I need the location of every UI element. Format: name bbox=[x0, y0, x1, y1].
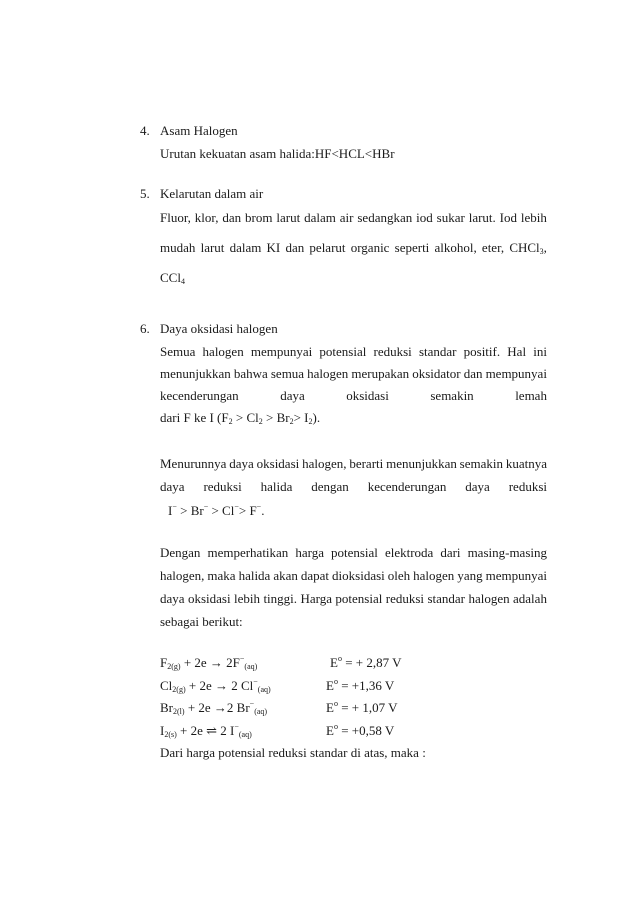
word: ini bbox=[533, 344, 547, 359]
word: lebih bbox=[234, 591, 261, 606]
s5-line-1 bbox=[160, 211, 547, 224]
word: dan bbox=[463, 366, 483, 381]
word: seperti bbox=[394, 240, 430, 255]
word: lemah bbox=[515, 388, 547, 403]
chcl3-formula: CHCl$_3$, bbox=[509, 240, 547, 256]
word: klor, bbox=[194, 210, 219, 225]
word: air bbox=[339, 210, 354, 225]
word: semakin bbox=[459, 456, 503, 471]
word: oksidasi bbox=[346, 388, 389, 403]
word: semakin bbox=[430, 388, 474, 403]
word: Fluor, bbox=[160, 210, 191, 225]
word: kuatnya bbox=[505, 456, 547, 471]
word: alkohol, bbox=[434, 240, 477, 255]
word: oksidasi bbox=[187, 591, 231, 606]
word: reduksi bbox=[508, 479, 547, 494]
word: tinggi. bbox=[263, 591, 298, 606]
half-reaction: $Cl_{2(g)} + 2e \to 2$ $Cl^-_{(aq)}$ bbox=[160, 677, 271, 694]
word: halida bbox=[238, 568, 271, 583]
word: dan bbox=[222, 210, 242, 225]
word: Menurunnya bbox=[160, 456, 227, 471]
s6-p2-line-2 bbox=[160, 480, 547, 493]
word: halogen bbox=[202, 344, 244, 359]
word: Harga bbox=[300, 591, 332, 606]
s6-p3-line-1 bbox=[160, 546, 547, 559]
word: menunjukkan bbox=[386, 456, 457, 471]
word: akan bbox=[273, 568, 298, 583]
word: kecenderungan bbox=[367, 479, 447, 494]
word: merupakan bbox=[351, 366, 410, 381]
standard-potential: $E^o$ = + 1,07 V bbox=[326, 699, 398, 715]
word: dioksidasi bbox=[332, 568, 385, 583]
word: kecenderungan bbox=[160, 388, 239, 403]
word: yang bbox=[457, 568, 483, 583]
word: dalam bbox=[229, 240, 262, 255]
word: semua bbox=[270, 366, 305, 381]
s6-heading: Daya oksidasi halogen bbox=[160, 321, 278, 336]
s6-p3-line-3 bbox=[160, 592, 547, 605]
word: oleh bbox=[387, 568, 411, 583]
word: reduksi bbox=[385, 591, 425, 606]
word: potensial bbox=[319, 344, 367, 359]
s6-p3-line-2 bbox=[160, 569, 547, 582]
s5-heading: Kelarutan dalam air bbox=[160, 186, 264, 201]
word: reduksi bbox=[373, 344, 412, 359]
standard-potential: $E^o = +1,36$ V bbox=[326, 677, 395, 693]
word: Iod bbox=[499, 210, 518, 225]
word: daya bbox=[465, 479, 490, 494]
standard-potential: $E^o$ = + 2,87 V bbox=[330, 654, 402, 670]
word: mempunyai bbox=[250, 344, 313, 359]
word: dengan bbox=[311, 479, 349, 494]
word: memperhatikan bbox=[207, 545, 289, 560]
s6-p1-line-3 bbox=[160, 389, 547, 402]
word: maka bbox=[207, 568, 236, 583]
word: pelarut bbox=[309, 240, 346, 255]
word: larut bbox=[276, 210, 301, 225]
word: Hal bbox=[507, 344, 527, 359]
word: masing-masing bbox=[467, 545, 547, 560]
word: Semua bbox=[160, 344, 196, 359]
word: elektroda bbox=[384, 545, 434, 560]
s6-p3-line-4: sebagai berikut: bbox=[160, 614, 243, 629]
half-reaction: $Br_{2(l)} + 2e \to 2$ $Br^-_{(aq)}$ bbox=[160, 699, 268, 716]
word: berarti bbox=[349, 456, 384, 471]
word: harga bbox=[295, 545, 324, 560]
word: reduksi bbox=[203, 479, 242, 494]
word: mempunyai bbox=[485, 366, 547, 381]
word: potensial bbox=[335, 591, 383, 606]
s6-p2-line-3: I− > Br− > Cl−> F−. bbox=[168, 502, 265, 518]
word: daya bbox=[229, 456, 254, 471]
word: eter, bbox=[481, 240, 505, 255]
word: adalah bbox=[513, 591, 547, 606]
s4-number: 4. bbox=[140, 123, 150, 138]
s6-number: 6. bbox=[140, 321, 150, 336]
word: iod bbox=[416, 210, 433, 225]
ccl4-formula: CCl$_4$ bbox=[160, 270, 185, 286]
s4-text: Urutan kekuatan asam halida:HF<HCL<HBr bbox=[160, 146, 395, 161]
s6-closing: Dari harga potensial reduksi standar di atas, maka : bbox=[160, 745, 426, 760]
word: Dengan bbox=[160, 545, 201, 560]
word: halogen, bbox=[302, 456, 347, 471]
word: dan bbox=[285, 240, 305, 255]
word: positif. bbox=[463, 344, 501, 359]
word: dalam bbox=[304, 210, 336, 225]
word: sukar bbox=[436, 210, 465, 225]
s5-line-2 bbox=[160, 241, 547, 254]
word: brom bbox=[245, 210, 273, 225]
word: bahwa bbox=[233, 366, 268, 381]
standard-potential: $E^o = +0,58$ V bbox=[326, 722, 395, 738]
word: dapat bbox=[300, 568, 330, 583]
word: dari bbox=[440, 545, 461, 560]
word: halogen, bbox=[160, 568, 205, 583]
word: KI bbox=[266, 240, 281, 255]
s6-p1-line-4: dari F ke I $(F_2 > Cl_2 > Br_2> I_2)$. bbox=[160, 410, 321, 426]
word: menunjukkan bbox=[160, 366, 231, 381]
half-reaction: $F_{2(g)} + 2e \to 2F^-_{(aq)}$ bbox=[160, 654, 258, 671]
s4-heading: Asam Halogen bbox=[160, 123, 238, 138]
word: halogen bbox=[307, 366, 349, 381]
word: oksidasi bbox=[256, 456, 300, 471]
word: halida bbox=[260, 479, 293, 494]
s6-p2-line-1 bbox=[160, 457, 547, 470]
word: oksidator bbox=[412, 366, 461, 381]
word: standar bbox=[427, 591, 466, 606]
word: daya bbox=[160, 591, 185, 606]
word: potensial bbox=[330, 545, 378, 560]
s6-p1-line-2 bbox=[160, 367, 547, 380]
word: larut. bbox=[468, 210, 496, 225]
word: standar bbox=[418, 344, 457, 359]
word: mudah bbox=[160, 240, 196, 255]
s6-p1-line-1 bbox=[160, 345, 547, 358]
s5-number: 5. bbox=[140, 186, 150, 201]
half-reaction: $I_{2(s)} + 2e$ ⇌ 2 $I^-_{(aq)}$ bbox=[160, 722, 252, 739]
word: halogen bbox=[413, 568, 455, 583]
word: larut bbox=[200, 240, 225, 255]
word: sedangkan bbox=[357, 210, 413, 225]
word: halogen bbox=[468, 591, 510, 606]
word: organic bbox=[350, 240, 390, 255]
word: lebih bbox=[520, 210, 547, 225]
word: daya bbox=[280, 388, 305, 403]
word: mempunyai bbox=[485, 568, 547, 583]
word: daya bbox=[160, 479, 185, 494]
